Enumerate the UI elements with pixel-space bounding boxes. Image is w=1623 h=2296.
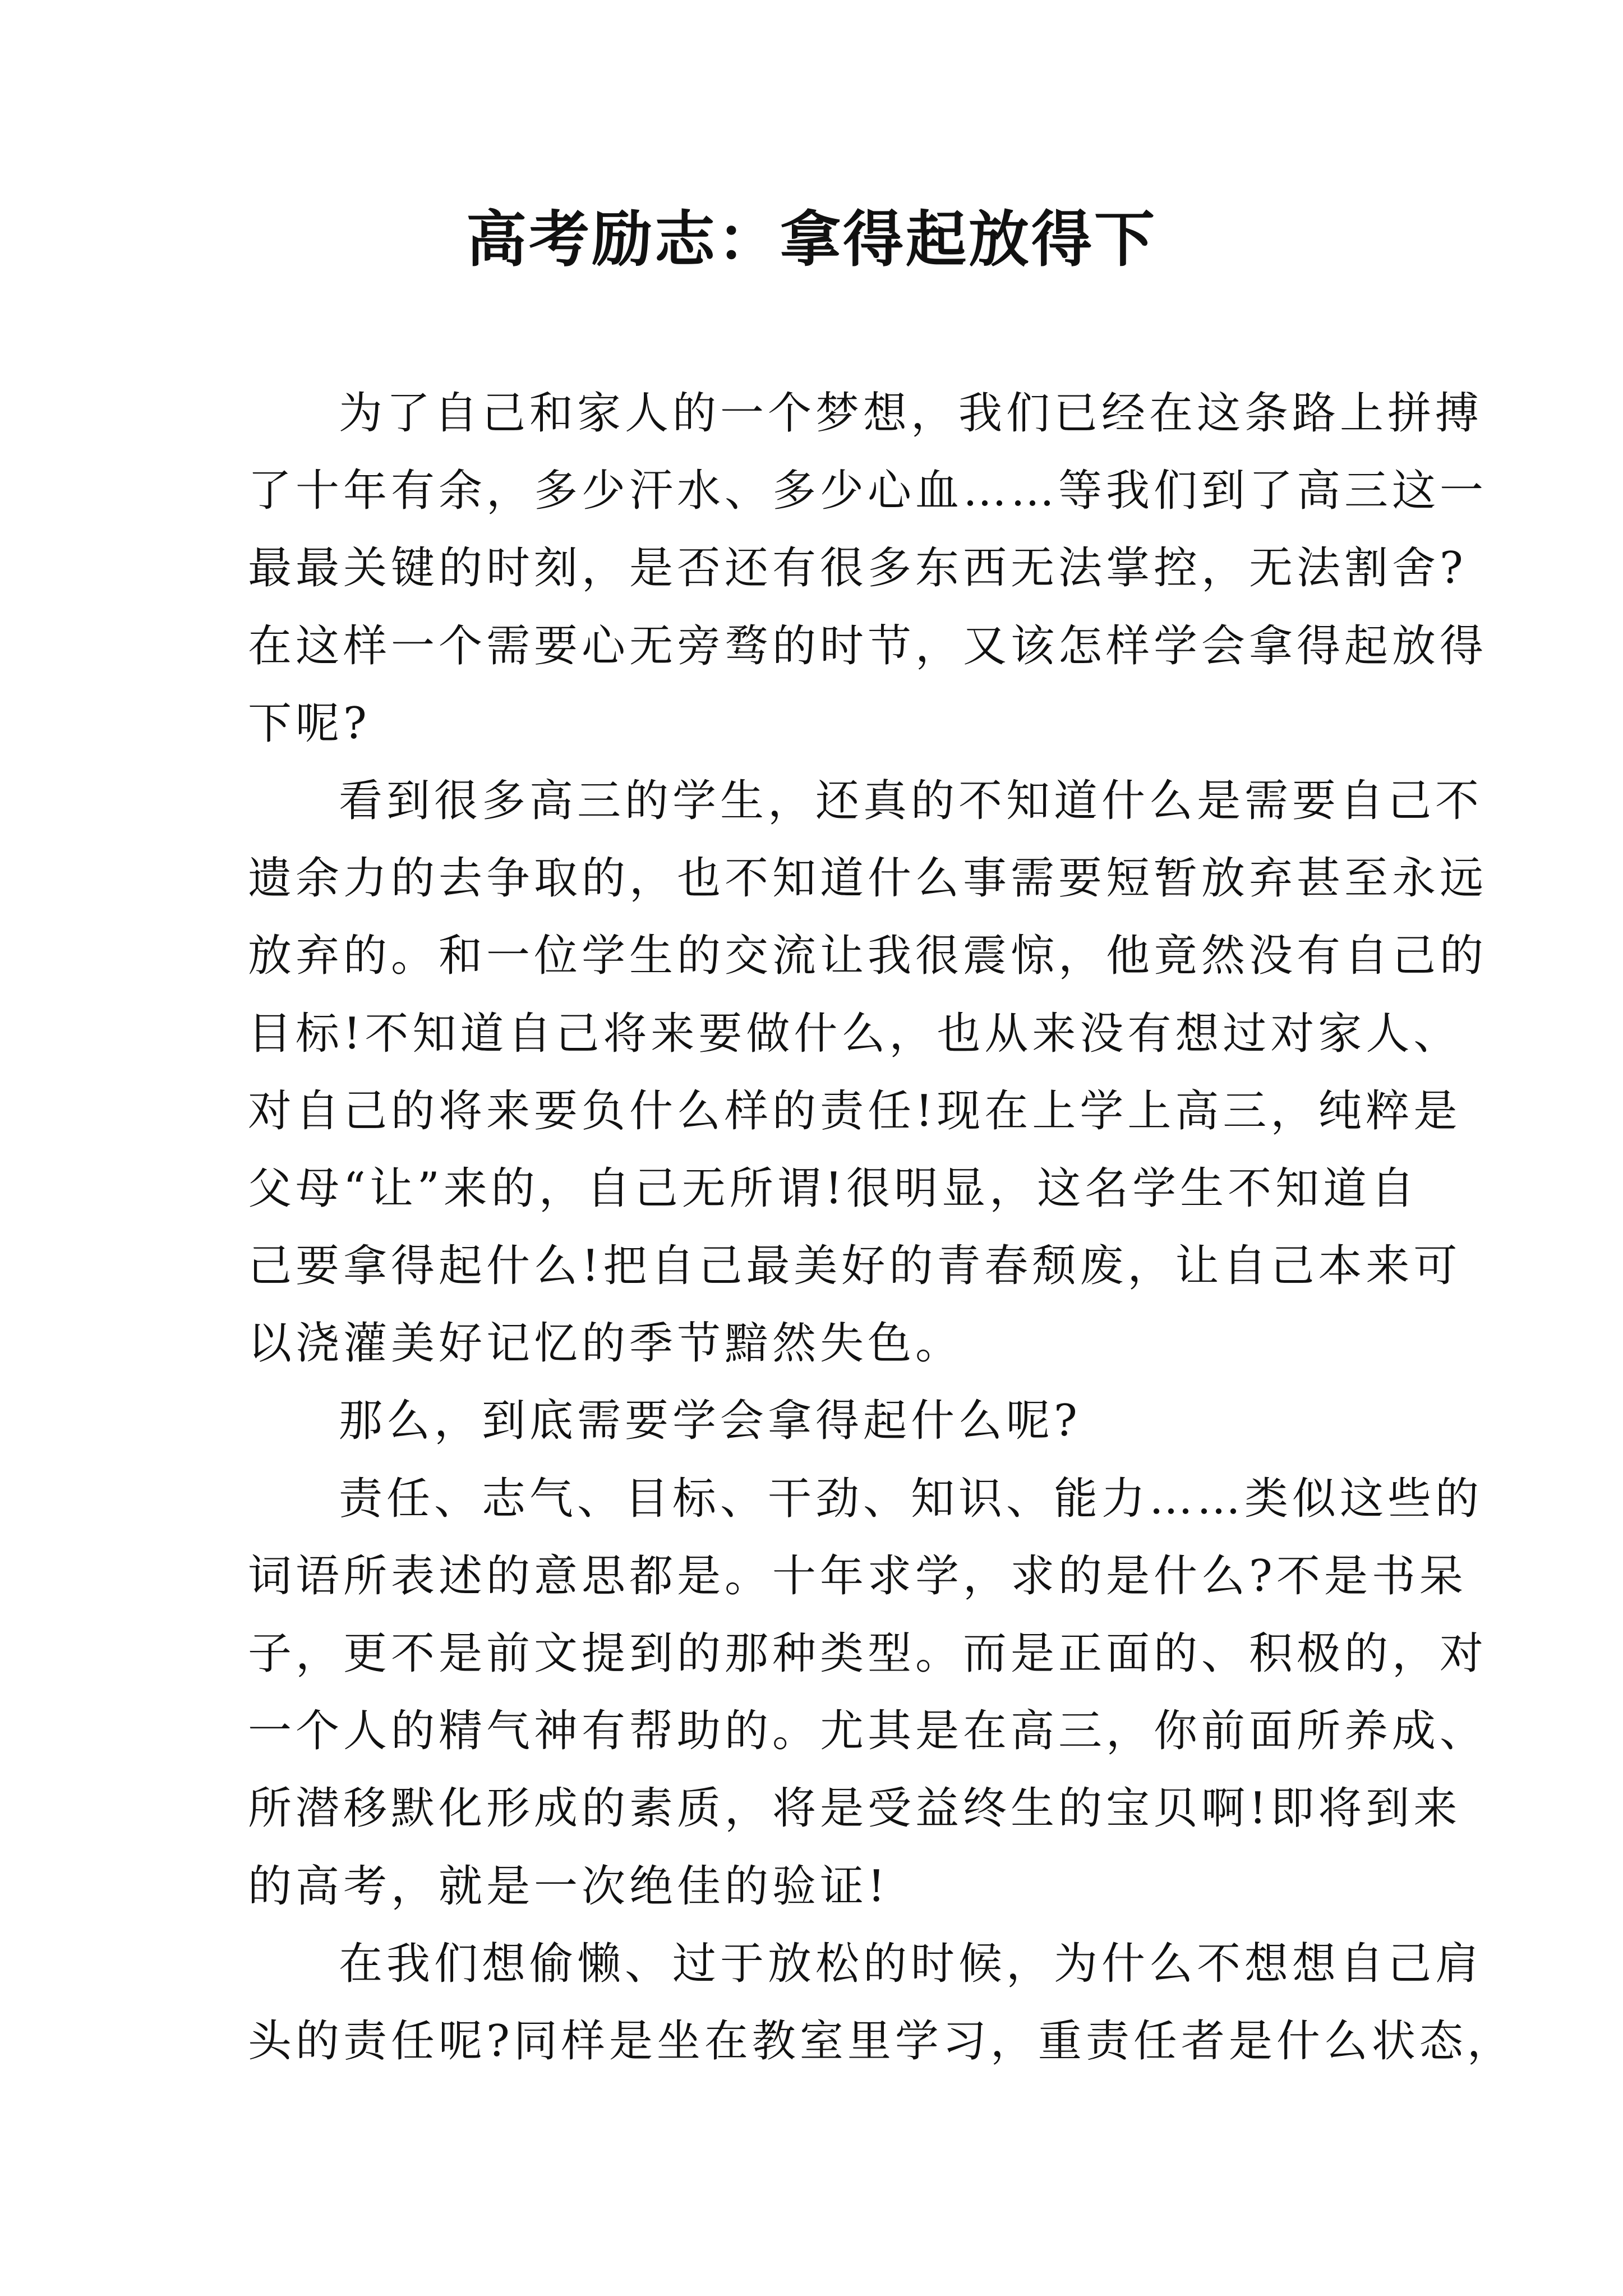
body-text-line: 责任、志气、目标、干劲、知识、能力……类似这些的 <box>339 1473 1483 1524</box>
body-text-line: 下呢? <box>248 698 371 749</box>
body-text-line: 以浇灌美好记忆的季节黯然失色。 <box>248 1318 963 1369</box>
body-text-line: 看到很多高三的学生，还真的不知道什么是需要自己不 <box>339 775 1483 826</box>
body-text-line: 对自己的将来要负什么样的责任!现在上学上高三，纯粹是 <box>248 1085 1461 1137</box>
body-text-line: 为了自己和家人的一个梦想，我们已经在这条路上拼搏 <box>339 388 1483 439</box>
body-text-line: 己要拿得起什么!把自己最美好的青春颓废，让自己本来可 <box>248 1241 1461 1292</box>
body-text-line: 父母“让”来的，自己无所谓!很明显，这名学生不知道自 <box>248 1163 1419 1214</box>
body-text-line: 目标!不知道自己将来要做什么，也从来没有想过对家人、 <box>248 1008 1461 1059</box>
body-text-line: 了十年有余，多少汗水、多少心血……等我们到了高三这一 <box>248 466 1488 517</box>
body-text-line: 在我们想偷懒、过于放松的时候，为什么不想想自己肩 <box>339 1938 1483 1989</box>
body-text-line: 遗余力的去争取的，也不知道什么事需要短暂放弃甚至永远 <box>248 853 1488 904</box>
body-text-line: 在这样一个需要心无旁骛的时节，又该怎样学会拿得起放得 <box>248 620 1488 671</box>
body-text-line: 的高考，就是一次绝佳的验证! <box>248 1861 889 1912</box>
body-text-line: 词语所表述的意思都是。十年求学，求的是什么?不是书呆 <box>248 1550 1467 1602</box>
document-title: 高考励志：拿得起放得下 <box>465 204 1157 275</box>
body-text-line: 放弃的。和一位学生的交流让我很震惊，他竟然没有自己的 <box>248 931 1488 982</box>
body-text-line: 子，更不是前文提到的那种类型。而是正面的、积极的，对 <box>248 1628 1488 1679</box>
document-body <box>248 375 1515 2080</box>
body-text-line: 头的责任呢?同样是坐在教室里学习，重责任者是什么状态， <box>248 2016 1515 2067</box>
body-text-line: 所潜移默化形成的素质，将是受益终生的宝贝啊!即将到来 <box>248 1783 1461 1834</box>
body-text-line: 那么，到底需要学会拿得起什么呢? <box>339 1396 1081 1447</box>
body-text-line: 最最关键的时刻，是否还有很多东西无法掌控，无法割舍? <box>248 543 1467 594</box>
body-text-line: 一个人的精气神有帮助的。尤其是在高三，你前面所养成、 <box>248 1706 1488 1757</box>
